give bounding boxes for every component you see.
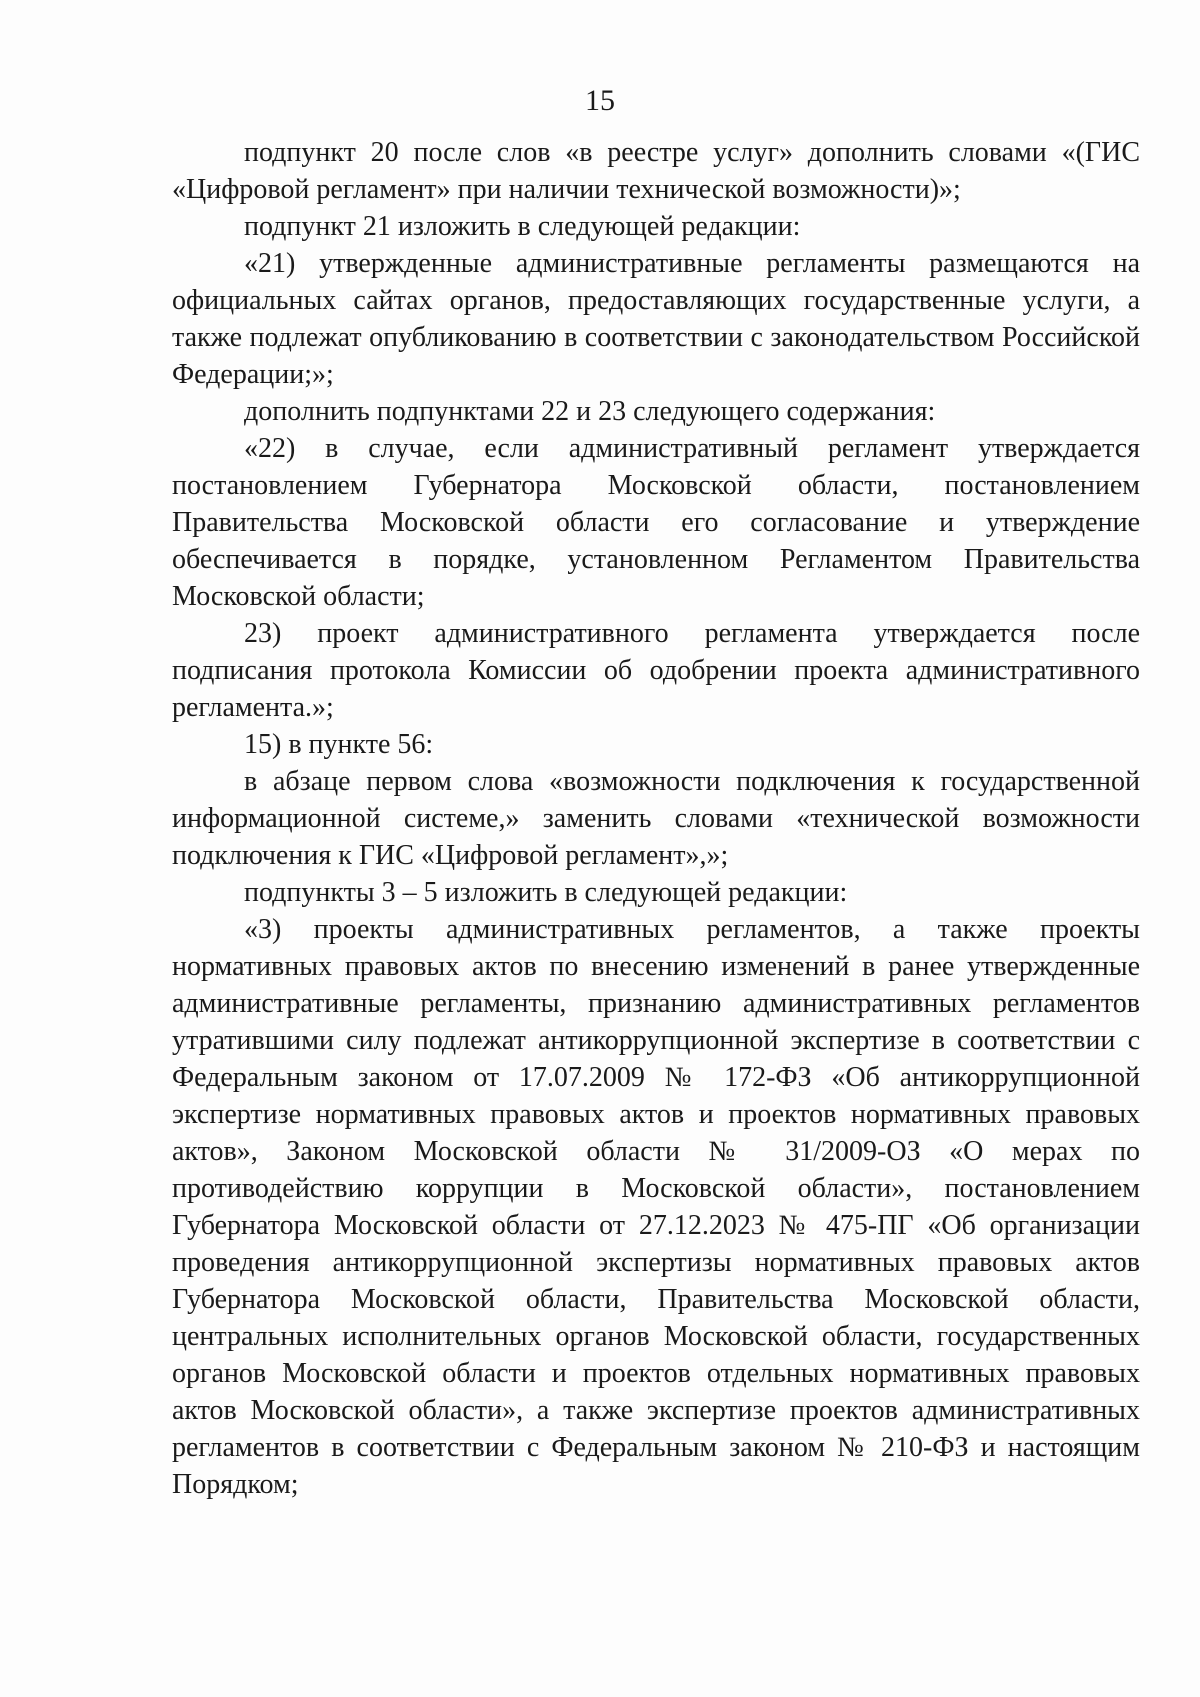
- page-number: 15: [585, 84, 615, 117]
- paragraph-add-subitems-intro: дополнить подпунктами 22 и 23 следующего содержания:: [244, 396, 936, 427]
- paragraph-subitem-21-text: «21) утвержденные административные регламенты размещаются на официальных сайтах органов, предоставляющих государственные услуги, а также подлежат опубликованию в соответствии с законодательством Российской Федерации;»;: [172, 248, 1140, 390]
- paragraph-item-15: 15) в пункте 56:: [244, 729, 434, 760]
- paragraph-subitem-21-intro: подпункт 21 изложить в следующей редакции:: [244, 211, 801, 242]
- paragraph-subitem-22: «22) в случае, если административный регламент утверждается постановлением Губернатора Московской области, постановлением Правительства Московской области его согласование и утверждение обеспечивается в порядке, установленном Регламентом Правительства Московской области;: [172, 433, 1140, 612]
- paragraph-subitem-20: подпункт 20 после слов «в реестре услуг» дополнить словами «(ГИС «Цифровой регламент» при наличии технической возможности)»;: [172, 137, 1140, 205]
- paragraph-first-abzac: в абзаце первом слова «возможности подключения к государственной информационной системе,» заменить словами «технической возможности подключения к ГИС «Цифровой регламент»,»;: [172, 766, 1140, 871]
- document-body: [172, 134, 1140, 1503]
- paragraph-subitem-3: «3) проекты административных регламентов, а также проекты нормативных правовых актов по внесению изменений в ранее утвержденные административные регламенты, признанию административных регламентов утратившими силу подлежат антикоррупционной экспертизе в соответствии с Федеральным законом от 17.07.2009 № 172-ФЗ «Об антикоррупционной экспертизе нормативных правовых актов и проектов нормативных правовых актов», Законом Московской области № 31/2009-ОЗ «О мерах по противодействию коррупции в Московской области», постановлением Губернатора Московской области от 27.12.2023 № 475-ПГ «Об организации проведения антикоррупционной экспертизы нормативных правовых актов Губернатора Московской области, Правительства Московской области, центральных исполнительных органов Московской области, государственных органов Московской области и проектов отдельных нормативных правовых актов Московской области», а также экспертизе проектов административных регламентов в соответствии с Федеральным законом № 210-ФЗ и настоящим Порядком;: [172, 914, 1140, 1500]
- paragraph-subitems-3-5-intro: подпункты 3 – 5 изложить в следующей редакции:: [244, 877, 848, 908]
- paragraph-subitem-23: 23) проект административного регламента утверждается после подписания протокола Комиссии об одобрении проекта административного регламента.»;: [172, 618, 1140, 723]
